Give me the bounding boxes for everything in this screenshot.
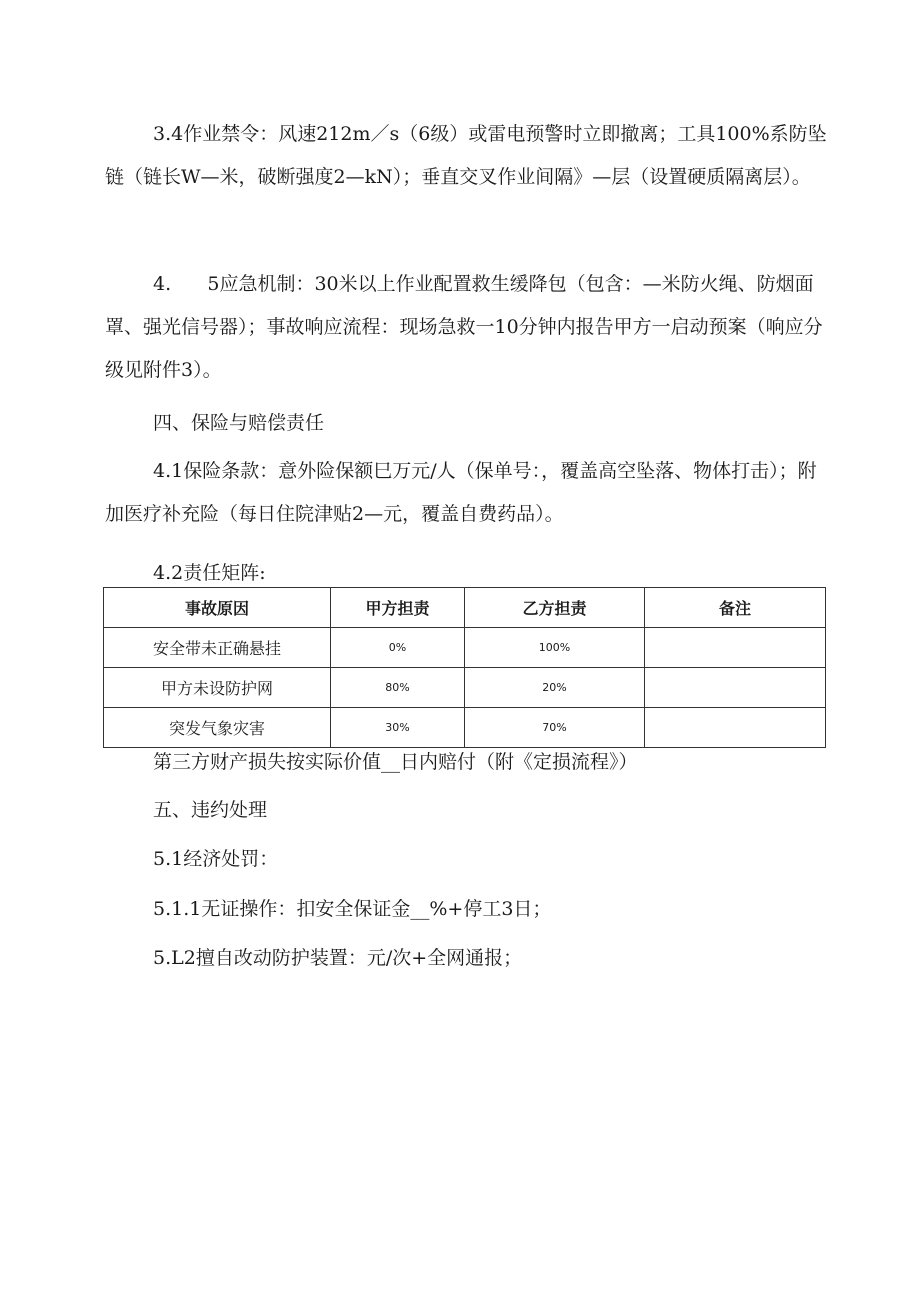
third-party-property-clause: 第三方财产损失按实际价值__日内赔付（附《定损流程》） (153, 751, 638, 773)
clause-4-2-liability-matrix-label: 4.2责任矩阵: (153, 562, 266, 584)
cell-cause: 甲方未设防护网 (104, 668, 331, 708)
header-party-b-liability: 乙方担责 (465, 588, 645, 628)
header-accident-cause: 事故原因 (104, 588, 331, 628)
clause-5-1-2-tampering-protection: 5.L2擅自改动防护装置：元/次+全网通报； (153, 947, 523, 969)
liability-matrix-table (103, 587, 826, 748)
cell-cause: 安全带未正确悬挂 (104, 628, 331, 668)
cell-party-a: 30% (331, 708, 465, 748)
cell-party-a: 0% (331, 628, 465, 668)
clause-4-5-emergency-mechanism: 4. 5应急机制：30米以上作业配置救生缓降包（包含：—米防火绳、防烟面罩、强光信号器）；事故响应流程：现场急救一10分钟内报告甲方一启动预案（响应分级见附件3）。 (105, 273, 823, 381)
clause-5-1-economic-penalty: 5.1经济处罚： (153, 848, 279, 870)
cell-note (645, 708, 826, 748)
clause-5-1-1-unlicensed-operation: 5.1.1无证操作：扣安全保证金__%+停工3日； (153, 898, 552, 920)
cell-cause: 突发气象灾害 (104, 708, 331, 748)
heading-breach-handling: 五、违约处理 (153, 799, 268, 821)
cell-note (645, 628, 826, 668)
clause-4-1-insurance-terms: 4.1保险条款：意外险保额巳万元/人（保单号：，覆盖高空坠落、物体打击）；附加医疗补充险（每日住院津贴2—元，覆盖自费药品）。 (105, 460, 817, 525)
table-row (104, 628, 826, 668)
table-row (104, 668, 826, 708)
cell-party-b: 20% (465, 668, 645, 708)
clause-3-4-work-prohibitions: 3.4作业禁令：风速212m／s（6级）或雷电预警时立即撤离；工具100%系防坠链（链长W—米，破断强度2—kN）；垂直交叉作业间隔》—层（设置硬质隔离层）。 (105, 123, 827, 188)
cell-party-b: 100% (465, 628, 645, 668)
table-row (104, 708, 826, 748)
header-remarks: 备注 (645, 588, 826, 628)
table-header-row (104, 588, 826, 628)
header-party-a-liability: 甲方担责 (331, 588, 465, 628)
cell-party-a: 80% (331, 668, 465, 708)
cell-party-b: 70% (465, 708, 645, 748)
cell-note (645, 668, 826, 708)
heading-insurance-liability: 四、保险与赔偿责任 (153, 412, 325, 434)
